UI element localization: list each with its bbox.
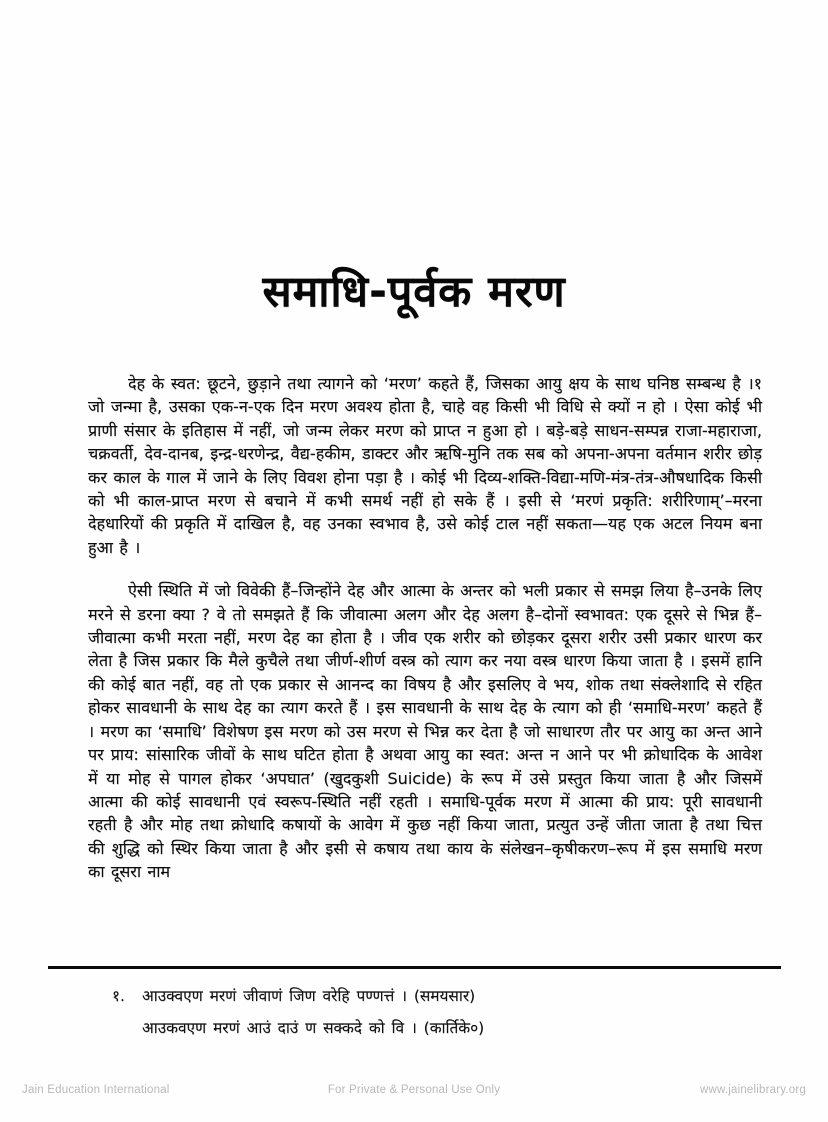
footer-website-link[interactable]: www.jainelibrary.org — [699, 1084, 806, 1096]
footnote-text-2: आउकवएण मरणं आउं दाउं ण सक्कदे को वि । (कार्तिके०) — [142, 1019, 485, 1037]
footnote-marker: १. — [112, 987, 125, 1005]
footer-center-text: For Private & Personal Use Only — [327, 1084, 501, 1096]
footnote-line-2 — [112, 1012, 752, 1044]
body-text-column — [88, 372, 762, 884]
footnote-line-1 — [112, 980, 752, 1012]
footnote-divider — [48, 966, 781, 969]
footnote-block — [112, 980, 752, 1044]
footnote-text-1: आउक्वएण मरणं जीवाणं जिण वरेहि पण्णत्तं । (समयसार) — [142, 987, 476, 1005]
paragraph-2: ऐसी स्थिति में जो विवेकी हैं–जिन्होंने देह और आत्मा के अन्तर को भली प्रकार से समझ लिया है–उनके लिए मरने से डरना क्या ? वे तो समझते हैं कि जीवात्मा अलग और देह अलग है–दोनों स्वभावत: एक दूसरे से भिन्न हैं–जीवात्मा कभी मरता नहीं, मरण देह का होता है । जीव एक शरीर को छोड़कर दूसरा शरीर उसी प्रकार धारण कर लेता है जिस प्रकार कि मैले कुचैले तथा जीर्ण-शीर्ण वस्त्र को त्याग कर नया वस्त्र धारण किया जाता है । इसमें हानि की कोई बात नहीं, वह तो एक प्रकार से आनन्द का विषय है और इसलिए वे भय, शोक तथा संक्लेशादि से रहित होकर सावधानी के साथ देह का त्याग करते हैं । इस सावधानी के साथ देह के त्याग को ही ‘समाधि-मरण’ कहते हैं । मरण का ‘समाधि’ विशेषण इस मरण को उस मरण से भिन्न कर देता है जो साधारण तौर पर आयु का अन्त आने पर प्राय: सांसारिक जीवों के साथ घटित होता है अथवा आयु का स्वत: अन्त न आने पर भी क्रोधादिक के आवेश में या मोह से पागल होकर ‘अपघात’ (खुदकुशी Suicide) के रूप में उसे प्रस्तुत किया जाता है और जिसमें आत्मा की कोई सावधानी एवं स्वरूप-स्थिति नहीं रहती । समाधि-पूर्वक मरण में आत्मा की प्राय: पूरी सावधानी रहती है और मोह तथा क्रोधादि कषायों के आवेग में कुछ नहीं किया जाता, प्रत्युत उन्हें जीता जाता है तथा चित्त की शुद्धि को स्थिर किया जाता है और इसी से कषाय तथा काय के संलेखन–कृषीकरण–रूप में इस समाधि मरण का दूसरा नाम — [88, 581, 762, 882]
page-title: समाधि-पूर्वक मरण — [262, 267, 566, 317]
title-block — [0, 268, 828, 316]
footer-left-text: Jain Education International — [22, 1084, 170, 1096]
paragraph-1: देह के स्वत: छूटने, छुड़ाने तथा त्यागने को ‘मरण’ कहते हैं, जिसका आयु क्षय के साथ घनिष्ठ सम्बन्ध है ।१ जो जन्मा है, उसका एक-न-एक दिन मरण अवश्य होता है, चाहे वह किसी भी विधि से क्यों न हो । ऐसा कोई भी प्राणी संसार के इतिहास में नहीं, जो जन्म लेकर मरण को प्राप्त न हुआ हो । बड़े-बड़े साधन-सम्पन्न राजा-महाराजा, चक्रवर्ती, देव-दानब, इन्द्र-धरणेन्द्र, वैद्य-हकीम, डाक्टर और ऋषि-मुनि तक सब को अपना-अपना वर्तमान शरीर छोड़ कर काल के गाल में जाने के लिए विवश होना पड़ा है । कोई भी दिव्य-शक्ति-विद्या-मणि-मंत्र-तंत्र-औषधादिक किसी को भी काल-प्राप्त मरण से बचाने में कभी समर्थ नहीं हो सके हैं । इसी से ‘मरणं प्रकृति: शरीरिणाम्’–मरना देहधारियों की प्रकृति में दाखिल है, वह उनका स्वभाव है, उसे कोई टाल नहीं सकता—यह एक अटल नियम बना हुआ है । — [88, 374, 762, 557]
